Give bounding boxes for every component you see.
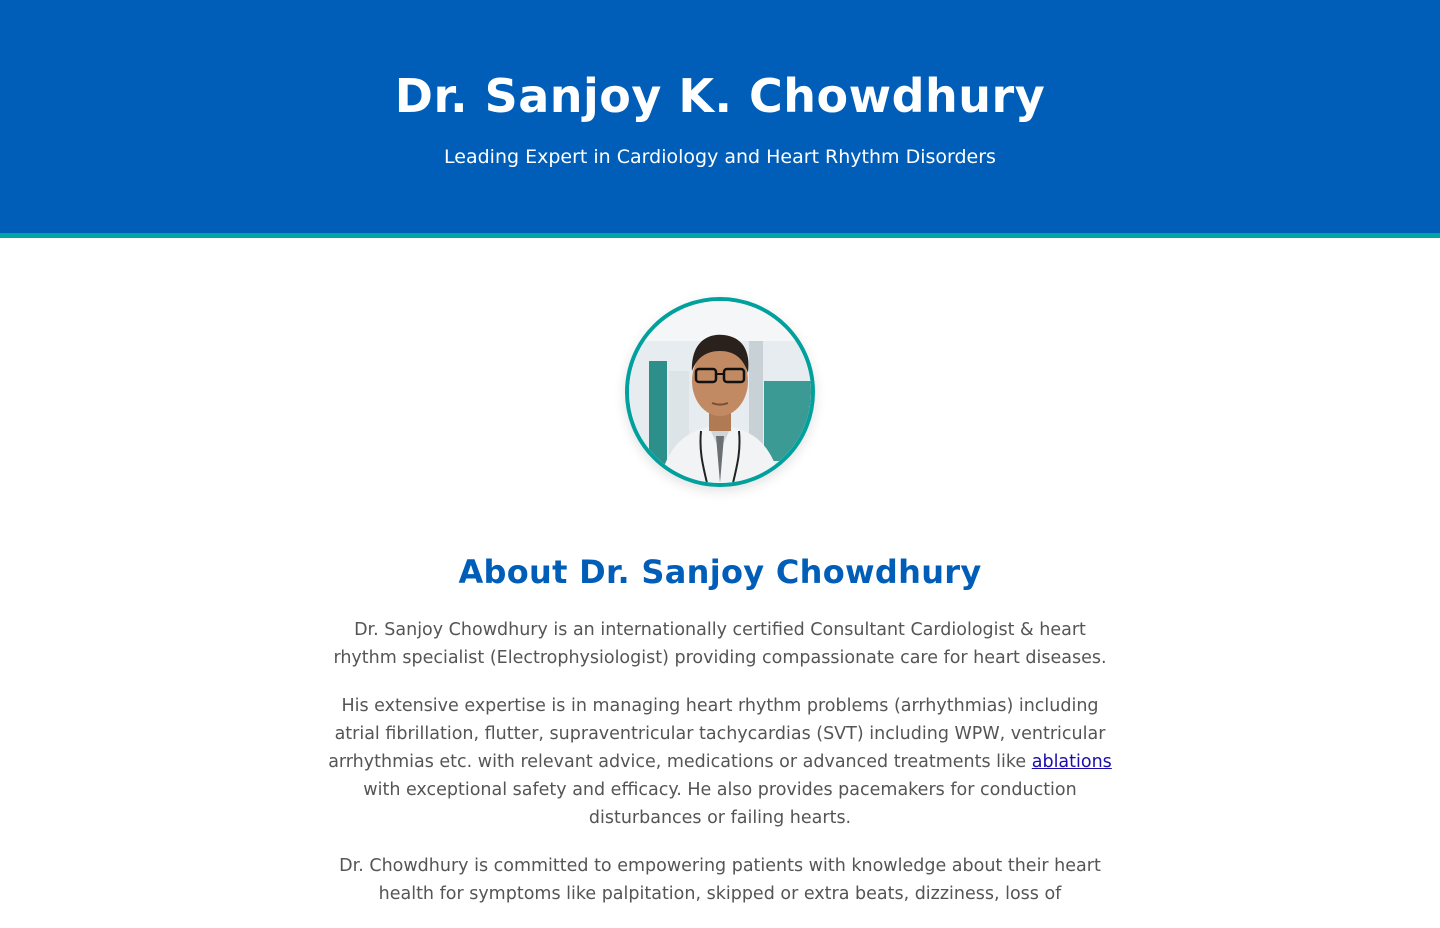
doctor-portrait-image (629, 301, 811, 483)
doctor-portrait (625, 297, 815, 487)
ablations-link[interactable]: ablations (1031, 752, 1112, 772)
about-paragraph-2-start: His extensive expertise is in managing heart rhythm problems (arrhythmias) including atrial fibrillation, flutter, supraventricular tachycardias (SVT) including WPW, ventricular arrhythmias etc. with relevant advice, medications or advanced treatments like (328, 696, 1106, 772)
about-heading: About Dr. Sanjoy Chowdhury (458, 553, 982, 591)
about-section (320, 550, 1120, 928)
about-paragraph-1: Dr. Sanjoy Chowdhury is an internationally certified Consultant Cardiologist & heart rhythm specialist (Electrophysiologist) providing compassionate care for heart diseases. (333, 620, 1107, 668)
about-paragraph-3: Dr. Chowdhury is committed to empowering patients with knowledge about their heart health for symptoms like palpitation, skipped or extra beats, dizziness, loss of (339, 856, 1101, 904)
about-paragraph-2-end: with exceptional safety and efficacy. He also provides pacemakers for conduction disturbances or failing hearts. (363, 780, 1077, 828)
hero-header (0, 0, 1440, 238)
page-subtitle: Leading Expert in Cardiology and Heart Rhythm Disorders (444, 146, 996, 168)
about-paragraph-2 (320, 692, 1120, 832)
page-title: Dr. Sanjoy K. Chowdhury (394, 69, 1046, 123)
